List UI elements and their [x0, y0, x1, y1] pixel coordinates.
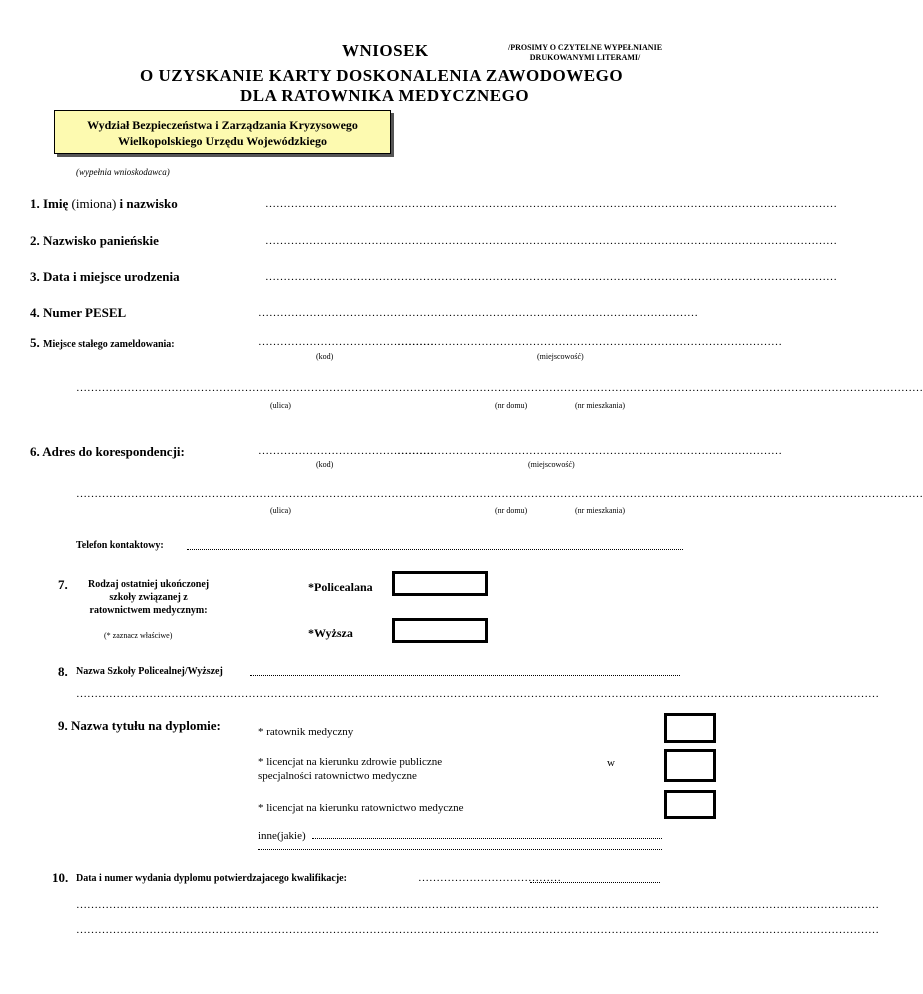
print-instruction	[508, 43, 662, 63]
diploma-option-public-health	[258, 755, 442, 783]
issue-field-ext[interactable]	[530, 882, 660, 883]
field-2-number: 2.	[30, 233, 40, 248]
reg-street-caption: (ulica)	[270, 401, 291, 410]
reg-flat-caption: (nr mieszkania)	[575, 401, 625, 410]
phone-label: Telefon kontaktowy:	[76, 540, 164, 551]
diploma-option-paramedic: * ratownik medyczny	[258, 726, 354, 738]
corr-city-field[interactable]: ……………………………………………………………………………………………	[397, 445, 782, 457]
corr-postcode-caption: (kod)	[316, 460, 334, 469]
print-instruction-line2: DRUKOWANYMI LITERAMI/	[529, 53, 641, 62]
school-name-label: Nazwa Szkoły Policealnej/Wyższej	[76, 666, 223, 677]
school-name-number: 8.	[58, 664, 68, 679]
school-label	[88, 578, 209, 617]
office-line1: Wydział Bezpieczeństwa i Zarządzania Kryzysowego	[87, 118, 358, 132]
corr-street-caption: (ulica)	[270, 506, 291, 515]
field-6-text: Adres do korespondencji:	[42, 444, 185, 459]
field-4-number: 4.	[30, 305, 40, 320]
print-instruction-line1: /PROSIMY O CZYTELNE WYPEŁNIANIE	[508, 43, 663, 52]
field-5-number: 5.	[30, 335, 40, 350]
field-1-label-c: i nazwisko	[119, 196, 178, 211]
field-1-label	[30, 196, 178, 212]
field-3-number: 3.	[30, 269, 40, 284]
reg-house-caption: (nr domu)	[495, 401, 528, 410]
higher-checkbox[interactable]	[392, 618, 488, 643]
school-label-line1: Rodzaj ostatniej ukończonej	[88, 579, 210, 590]
field-4-label	[30, 305, 126, 321]
birth-field[interactable]: …………………………………………………………………………………………………………………………………………	[265, 271, 837, 283]
pesel-field[interactable]: …………………………………………………………………………………………………………	[258, 307, 698, 319]
diploma-option-rescue: * licencjat na kierunku ratownictwo medyczne	[258, 802, 464, 814]
school-name-field-2[interactable]: …………………………………………………………………………………………………………………………………………………………………………………………………	[76, 688, 879, 700]
field-1-label-b: (imiona)	[71, 196, 117, 211]
school-name-field[interactable]	[250, 675, 680, 676]
corr-postcode-field[interactable]: …………………………………………	[258, 445, 434, 457]
reg-city-caption: (miejscowość)	[537, 352, 584, 361]
corr-flat-caption: (nr mieszkania)	[575, 506, 625, 515]
reg-street-field[interactable]: ……………………………………………………………………………………………………………………………………………………………………………………………………………	[76, 382, 923, 394]
form-subtitle: O UZYSKANIE KARTY DOSKONALENIA ZAWODOWEGO	[140, 66, 624, 85]
school-label-line3: ratownictwem medycznym:	[89, 605, 208, 616]
phone-field[interactable]	[187, 549, 683, 550]
field-2-text: Nazwisko panieńskie	[43, 233, 159, 248]
issue-number: 10.	[52, 870, 69, 885]
field-5-label	[30, 335, 175, 351]
form-subtitle-2: DLA RATOWNIKA MEDYCZNEGO	[240, 86, 530, 105]
public-health-checkbox[interactable]	[664, 749, 716, 782]
form-title: WNIOSEK	[342, 41, 429, 60]
issue-field-3[interactable]: …………………………………………………………………………………………………………………………………………………………………………………………………	[76, 924, 879, 936]
field-6-number: 6.	[30, 444, 40, 459]
school-option-higher: *Wyższa	[308, 626, 353, 640]
field-1-label-a: Imię	[43, 196, 69, 211]
diploma-other-field-2[interactable]	[258, 849, 662, 850]
corr-house-caption: (nr domu)	[495, 506, 528, 515]
maiden-name-field[interactable]: …………………………………………………………………………………………………………………………………………	[265, 235, 837, 247]
reg-postcode-caption: (kod)	[316, 352, 334, 361]
field-4-text: Numer PESEL	[43, 305, 127, 320]
corr-street-field[interactable]: ……………………………………………………………………………………………………………………………………………………………………………………………………………	[76, 488, 923, 500]
diploma-other-label: inne(jakie)	[258, 830, 306, 842]
name-field[interactable]: …………………………………………………………………………………………………………………………………………	[265, 198, 837, 210]
diploma-label-text: Nazwa tytułu na dyplomie:	[71, 718, 221, 733]
school-label-line2: szkoły związanej z	[109, 592, 188, 603]
diploma-number: 9.	[58, 718, 68, 733]
field-3-text: Data i miejsce urodzenia	[43, 269, 180, 284]
school-option-post-secondary: *Policealana	[308, 580, 373, 594]
issue-label: Data i numer wydania dyplomu potwierdzajacego kwalifikacje:	[76, 873, 347, 884]
field-5-text: Miejsce stałego zameldowania:	[43, 339, 175, 350]
diploma-option-public-health-line1: * licencjat na kierunku zdrowie publiczne	[258, 756, 443, 768]
fill-note: (wypełnia wnioskodawca)	[76, 167, 170, 177]
field-3-label	[30, 269, 180, 285]
diploma-other-field[interactable]	[312, 838, 662, 839]
field-2-label	[30, 233, 159, 249]
field-6-label	[30, 444, 185, 460]
corr-city-caption: (miejscowość)	[528, 460, 575, 469]
field-1-number: 1.	[30, 196, 40, 211]
rescue-checkbox[interactable]	[664, 790, 716, 819]
diploma-option-public-health-line2: specjalności ratownictwo medyczne	[258, 770, 417, 782]
paramedic-checkbox[interactable]	[664, 713, 716, 743]
post-secondary-checkbox[interactable]	[392, 571, 488, 596]
reg-postcode-field[interactable]: …………………………………………	[258, 336, 434, 348]
issue-field[interactable]: …………………………………	[418, 872, 561, 884]
school-hint: (* zaznacz właściwe)	[104, 631, 173, 640]
reg-city-field[interactable]: ……………………………………………………………………………………………	[397, 336, 782, 348]
diploma-label	[58, 718, 221, 734]
issue-field-2[interactable]: …………………………………………………………………………………………………………………………………………………………………………………………………	[76, 899, 879, 911]
office-box	[54, 110, 391, 154]
office-line2: Wielkopolskiego Urzędu Wojewódzkiego	[118, 134, 327, 148]
school-number: 7.	[58, 577, 68, 592]
diploma-w-text: w	[607, 757, 615, 769]
